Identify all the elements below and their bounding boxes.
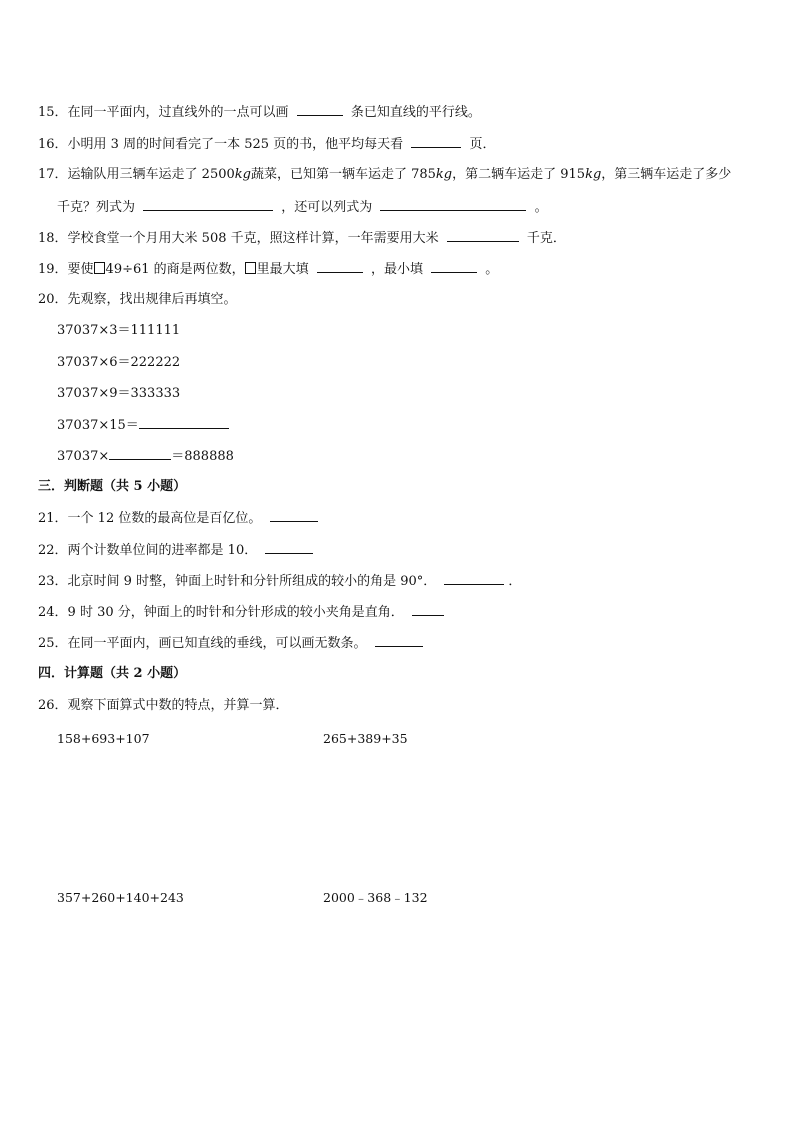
box-icon <box>245 262 256 274</box>
question-16: 16．小明用 3 周的时间看完了一本 525 页的书，他平均每天看 页． <box>38 137 496 152</box>
answer-blank[interactable] <box>139 416 229 429</box>
section-heading-judgement: 三．判断题（共 5 小题） <box>38 479 187 494</box>
answer-blank[interactable] <box>444 572 504 585</box>
equation-3: 37037×9＝333333 <box>57 386 181 401</box>
question-19: 19．要使 49÷61 的商是两位数， 里最大填 ，最小填 。 <box>38 262 499 277</box>
question-24: 24．9 时 30 分，钟面上的时针和分针形成的较小夹角是直角． <box>38 603 448 622</box>
section-heading-calculation: 四．计算题（共 2 小题） <box>38 666 187 681</box>
answer-blank[interactable] <box>412 603 444 616</box>
answer-blank[interactable] <box>143 198 273 211</box>
question-23: 23．北京时间 9 时整，钟面上时针和分针所组成的较小的角是 90°． ． <box>38 574 522 589</box>
question-26: 26．观察下面算式中数的特点，并算一算． <box>38 698 289 713</box>
equation-1: 37037×3＝111111 <box>57 323 181 338</box>
answer-blank[interactable] <box>375 634 423 647</box>
expression-3: 357+260+140+243 <box>57 890 184 905</box>
question-17: 17．运输队用三辆车运走了 2500kg蔬菜，已知第一辆车运走了 785kg，第二辆车运走了 915kg，第三辆车运走了多少 <box>38 167 732 182</box>
answer-blank[interactable] <box>431 260 477 273</box>
answer-blank[interactable] <box>380 198 526 211</box>
expression-4: 2000﹣368﹣132 <box>323 890 428 905</box>
question-15: 15．在同一平面内，过直线外的一点可以画 条已知直线的平行线。 <box>38 105 481 120</box>
expression-1: 158+693+107 <box>57 731 150 746</box>
answer-blank[interactable] <box>411 135 461 148</box>
answer-blank[interactable] <box>297 103 343 116</box>
question-17-continued: 千克？列式为 ，还可以列式为 。 <box>57 200 548 215</box>
question-20: 20．先观察，找出规律后再填空。 <box>38 292 237 307</box>
answer-blank[interactable] <box>265 541 313 554</box>
question-18: 18．学校食堂一个月用大米 508 千克，照这样计算，一年需要用大米 千克． <box>38 231 566 246</box>
answer-blank[interactable] <box>447 229 519 242</box>
equation-5: 37037× ＝888888 <box>57 449 234 464</box>
answer-blank[interactable] <box>317 260 363 273</box>
answer-blank[interactable] <box>270 509 318 522</box>
expression-2: 265+389+35 <box>323 731 408 746</box>
equation-2: 37037×6＝222222 <box>57 355 181 370</box>
question-22: 22．两个计数单位间的进率都是 10． <box>38 541 317 560</box>
equation-4: 37037×15＝ <box>57 416 233 435</box>
question-25: 25．在同一平面内，画已知直线的垂线，可以画无数条。 <box>38 634 427 653</box>
answer-blank[interactable] <box>109 447 171 460</box>
box-icon <box>94 262 105 274</box>
question-21: 21．一个 12 位数的最高位是百亿位。 <box>38 509 322 528</box>
